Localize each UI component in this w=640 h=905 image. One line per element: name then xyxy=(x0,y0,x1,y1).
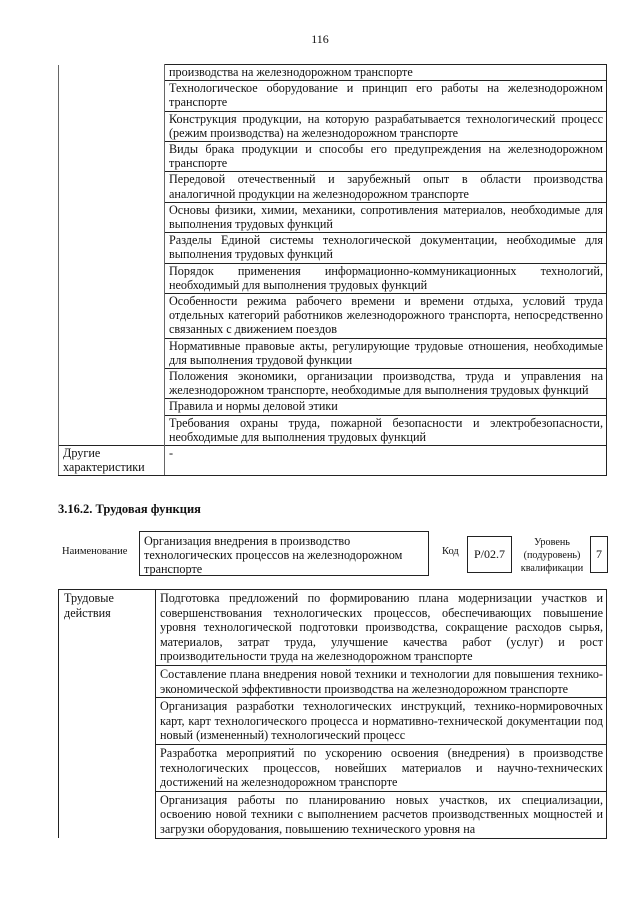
table-row-label-empty xyxy=(59,111,165,141)
table-row: Передовой отечественный и зарубежный опыт в области производства аналогичной продукции на железнодорожном транспорте xyxy=(165,172,607,202)
table-row: производства на железнодорожном транспорте xyxy=(165,65,607,81)
table-row: Требования охраны труда, пожарной безопасности и электробезопасности, необходимые для выполнения трудовых функций xyxy=(165,415,607,445)
page-number: 116 xyxy=(311,32,329,46)
table-row-label-empty xyxy=(59,233,165,263)
table-row-label-empty xyxy=(59,399,165,415)
table-row: Правила и нормы деловой этики xyxy=(165,399,607,415)
table-row: Особенности режима рабочего времени и времени отдыха, условий труда отдельных категорий работников железнодорожного транспорта, непосредственно связанных с движением поездов xyxy=(165,294,607,339)
table-row-label-empty xyxy=(59,338,165,368)
table-row: Составление плана внедрения новой техники и технологии для повышения технико-экономической эффективности производства на железнодорожном транспорте xyxy=(156,665,607,697)
table-row: Организация работы по планированию новых участков, их специализации, освоению новой техники с выполнением расчетов производственных мощностей и загрузки оборудования, повышению технического уровня на xyxy=(156,791,607,838)
other-characteristics-value: - xyxy=(165,446,607,476)
table-row-label-empty xyxy=(59,81,165,111)
table-row: Подготовка предложений по формированию плана модернизации участков и совершенствования технологических процессов, обеспечивающих повышение уровня технологической подготовки производства, сокращение расходов сырья, материалов, затрат труда, улучшение качества работ (услуг) и рост производительности труда на железнодорожном транспорте xyxy=(156,590,607,666)
table-row: Виды брака продукции и способы его предупреждения на железнодорожном транспорте xyxy=(165,142,607,172)
code-value-box: P/02.7 xyxy=(467,536,512,573)
table-row-label-empty xyxy=(59,202,165,232)
table-row-label-empty xyxy=(59,294,165,339)
qualification-level-box: 7 xyxy=(590,536,608,573)
table-row: Технологическое оборудование и принцип его работы на железнодорожном транспорте xyxy=(165,81,607,111)
code-label: Код xyxy=(442,546,459,557)
other-characteristics-label: Другие характеристики xyxy=(59,446,165,476)
table-row-label-empty xyxy=(59,65,165,81)
table-row-label-empty xyxy=(59,263,165,293)
name-label: Наименование xyxy=(62,546,128,557)
labor-actions-table xyxy=(58,589,607,839)
section-title: 3.16.2. Трудовая функция xyxy=(58,502,201,516)
table-row: Разработка мероприятий по ускорению освоения (внедрения) в производстве технологических процессов, новейших материалов и научно-технических достижений на железнодорожном транспорте xyxy=(156,744,607,791)
function-name-box: Организация внедрения в производство технологических процессов на железнодорожном транспорте xyxy=(139,531,429,576)
table-row: Основы физики, химии, механики, сопротивления материалов, необходимые для выполнения трудовых функций xyxy=(165,202,607,232)
table-row: Нормативные правовые акты, регулирующие трудовые отношения, необходимые для выполнения трудовой функции xyxy=(165,338,607,368)
table-row-label-empty xyxy=(59,415,165,445)
table-row: Положения экономики, организации производства, труда и управления на железнодорожном транспорте, необходимые для выполнения трудовых функций xyxy=(165,369,607,399)
table-row-label-empty xyxy=(59,172,165,202)
table-row: Порядок применения информационно-коммуникационных технологий, необходимый для выполнения трудовых функций xyxy=(165,263,607,293)
table-row: Организация разработки технологических инструкций, технико-нормировочных карт, карт технологического процесса и нормативно-технической документации под новый (измененный) технологический процесс xyxy=(156,698,607,745)
knowledge-table xyxy=(58,64,607,476)
table-row-label-empty xyxy=(59,369,165,399)
table-row: Разделы Единой системы технологической документации, необходимые для выполнения трудовых функций xyxy=(165,233,607,263)
qualification-level-label: Уровень (подуровень) квалификации xyxy=(520,537,584,574)
labor-actions-label: Трудовые действия xyxy=(59,590,156,839)
table-row-label-empty xyxy=(59,142,165,172)
table-row: Конструкция продукции, на которую разрабатывается технологический процесс (режим производства) на железнодорожном транспорте xyxy=(165,111,607,141)
